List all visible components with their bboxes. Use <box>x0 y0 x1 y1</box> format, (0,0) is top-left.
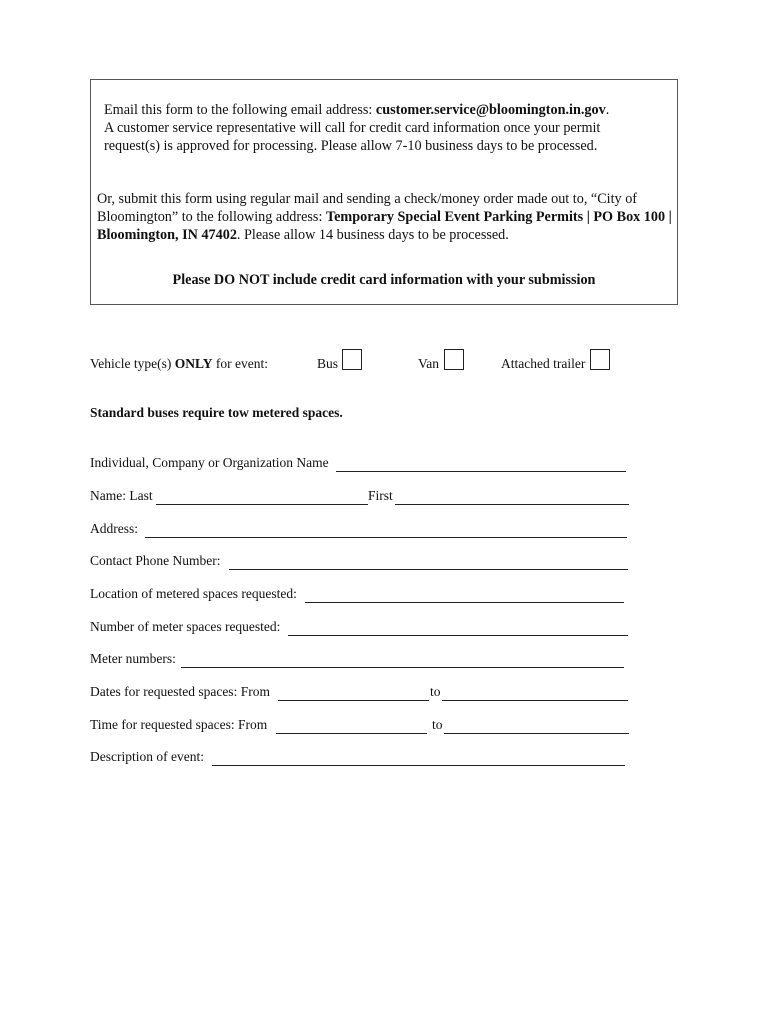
bus-checkbox[interactable] <box>342 349 362 370</box>
email-address: customer.service@bloomington.in.gov <box>375 102 606 118</box>
time-from-label: Time for requested spaces: From <box>90 717 268 732</box>
first-name-input[interactable] <box>395 504 629 505</box>
time-to-input[interactable] <box>444 733 629 734</box>
callback-text: A customer service representative will call for credit card information once your permit <box>104 120 601 136</box>
time-from-input[interactable] <box>276 733 427 734</box>
time-to-label: to <box>432 717 443 732</box>
submission-info-box <box>90 79 678 305</box>
address-input[interactable] <box>145 537 627 538</box>
number-field <box>90 619 635 637</box>
mail-processing-text: . Please allow 14 business days to be processed. <box>236 227 509 243</box>
meter-numbers-label: Meter numbers: <box>90 651 176 666</box>
credit-card-warning: Please DO NOT include credit card information with your submission <box>172 272 596 288</box>
vehicle-label-suffix: for event: <box>212 356 268 371</box>
vehicle-type-label <box>90 356 268 372</box>
trailer-checkbox[interactable] <box>590 349 610 370</box>
org-name-field <box>90 455 635 473</box>
dates-to-label: to <box>430 684 441 699</box>
standard-bus-note: Standard buses require tow metered spaces. <box>90 405 343 420</box>
description-label: Description of event: <box>90 749 204 764</box>
location-field <box>90 586 635 604</box>
name-field <box>90 488 635 506</box>
meter-numbers-input[interactable] <box>181 667 624 668</box>
last-name-label: Name: Last <box>90 488 153 503</box>
dates-from-input[interactable] <box>278 700 429 701</box>
van-label: Van <box>418 356 439 371</box>
org-name-label: Individual, Company or Organization Name <box>90 455 329 470</box>
dates-field <box>90 684 635 702</box>
email-instruction-suffix: . <box>605 102 610 118</box>
location-label: Location of metered spaces requested: <box>90 586 297 601</box>
org-name-input[interactable] <box>336 471 626 472</box>
address-field <box>90 521 635 539</box>
phone-label: Contact Phone Number: <box>90 553 221 568</box>
number-label: Number of meter spaces requested: <box>90 619 281 634</box>
time-field <box>90 717 635 735</box>
description-field <box>90 749 635 767</box>
location-input[interactable] <box>305 602 624 603</box>
mail-address: Temporary Special Event Parking Permits | PO Box 100 | Bloomington, IN 47402 <box>97 209 672 243</box>
vehicle-option-bus <box>317 356 338 372</box>
meter-numbers-field <box>90 651 635 669</box>
description-input[interactable] <box>212 765 625 766</box>
dates-to-input[interactable] <box>442 700 628 701</box>
address-label: Address: <box>90 521 138 536</box>
vehicle-label-bold: ONLY <box>174 356 213 371</box>
van-checkbox[interactable] <box>444 349 464 370</box>
vehicle-label-prefix: Vehicle type(s) <box>90 356 175 371</box>
processing-time-text: request(s) is approved for processing. Please allow 7-10 business days to be processed. <box>104 138 598 154</box>
phone-input[interactable] <box>229 569 628 570</box>
vehicle-type-row <box>90 352 650 378</box>
vehicle-option-trailer <box>501 356 585 372</box>
bus-label: Bus <box>317 356 339 371</box>
trailer-label: Attached trailer <box>501 356 586 371</box>
dates-from-label: Dates for requested spaces: From <box>90 684 270 699</box>
phone-field <box>90 553 635 571</box>
email-instructions <box>104 101 669 155</box>
email-instruction-text: Email this form to the following email address: <box>104 102 376 118</box>
mail-instructions <box>97 190 672 244</box>
last-name-input[interactable] <box>156 504 368 505</box>
first-name-label: First <box>368 488 393 503</box>
vehicle-option-van <box>418 356 439 372</box>
mail-instruction-text: Or, submit this form using regular mail and sending a check/money order made out to, “City of Bloomington” to the following address: <box>97 191 638 225</box>
number-input[interactable] <box>288 635 628 636</box>
